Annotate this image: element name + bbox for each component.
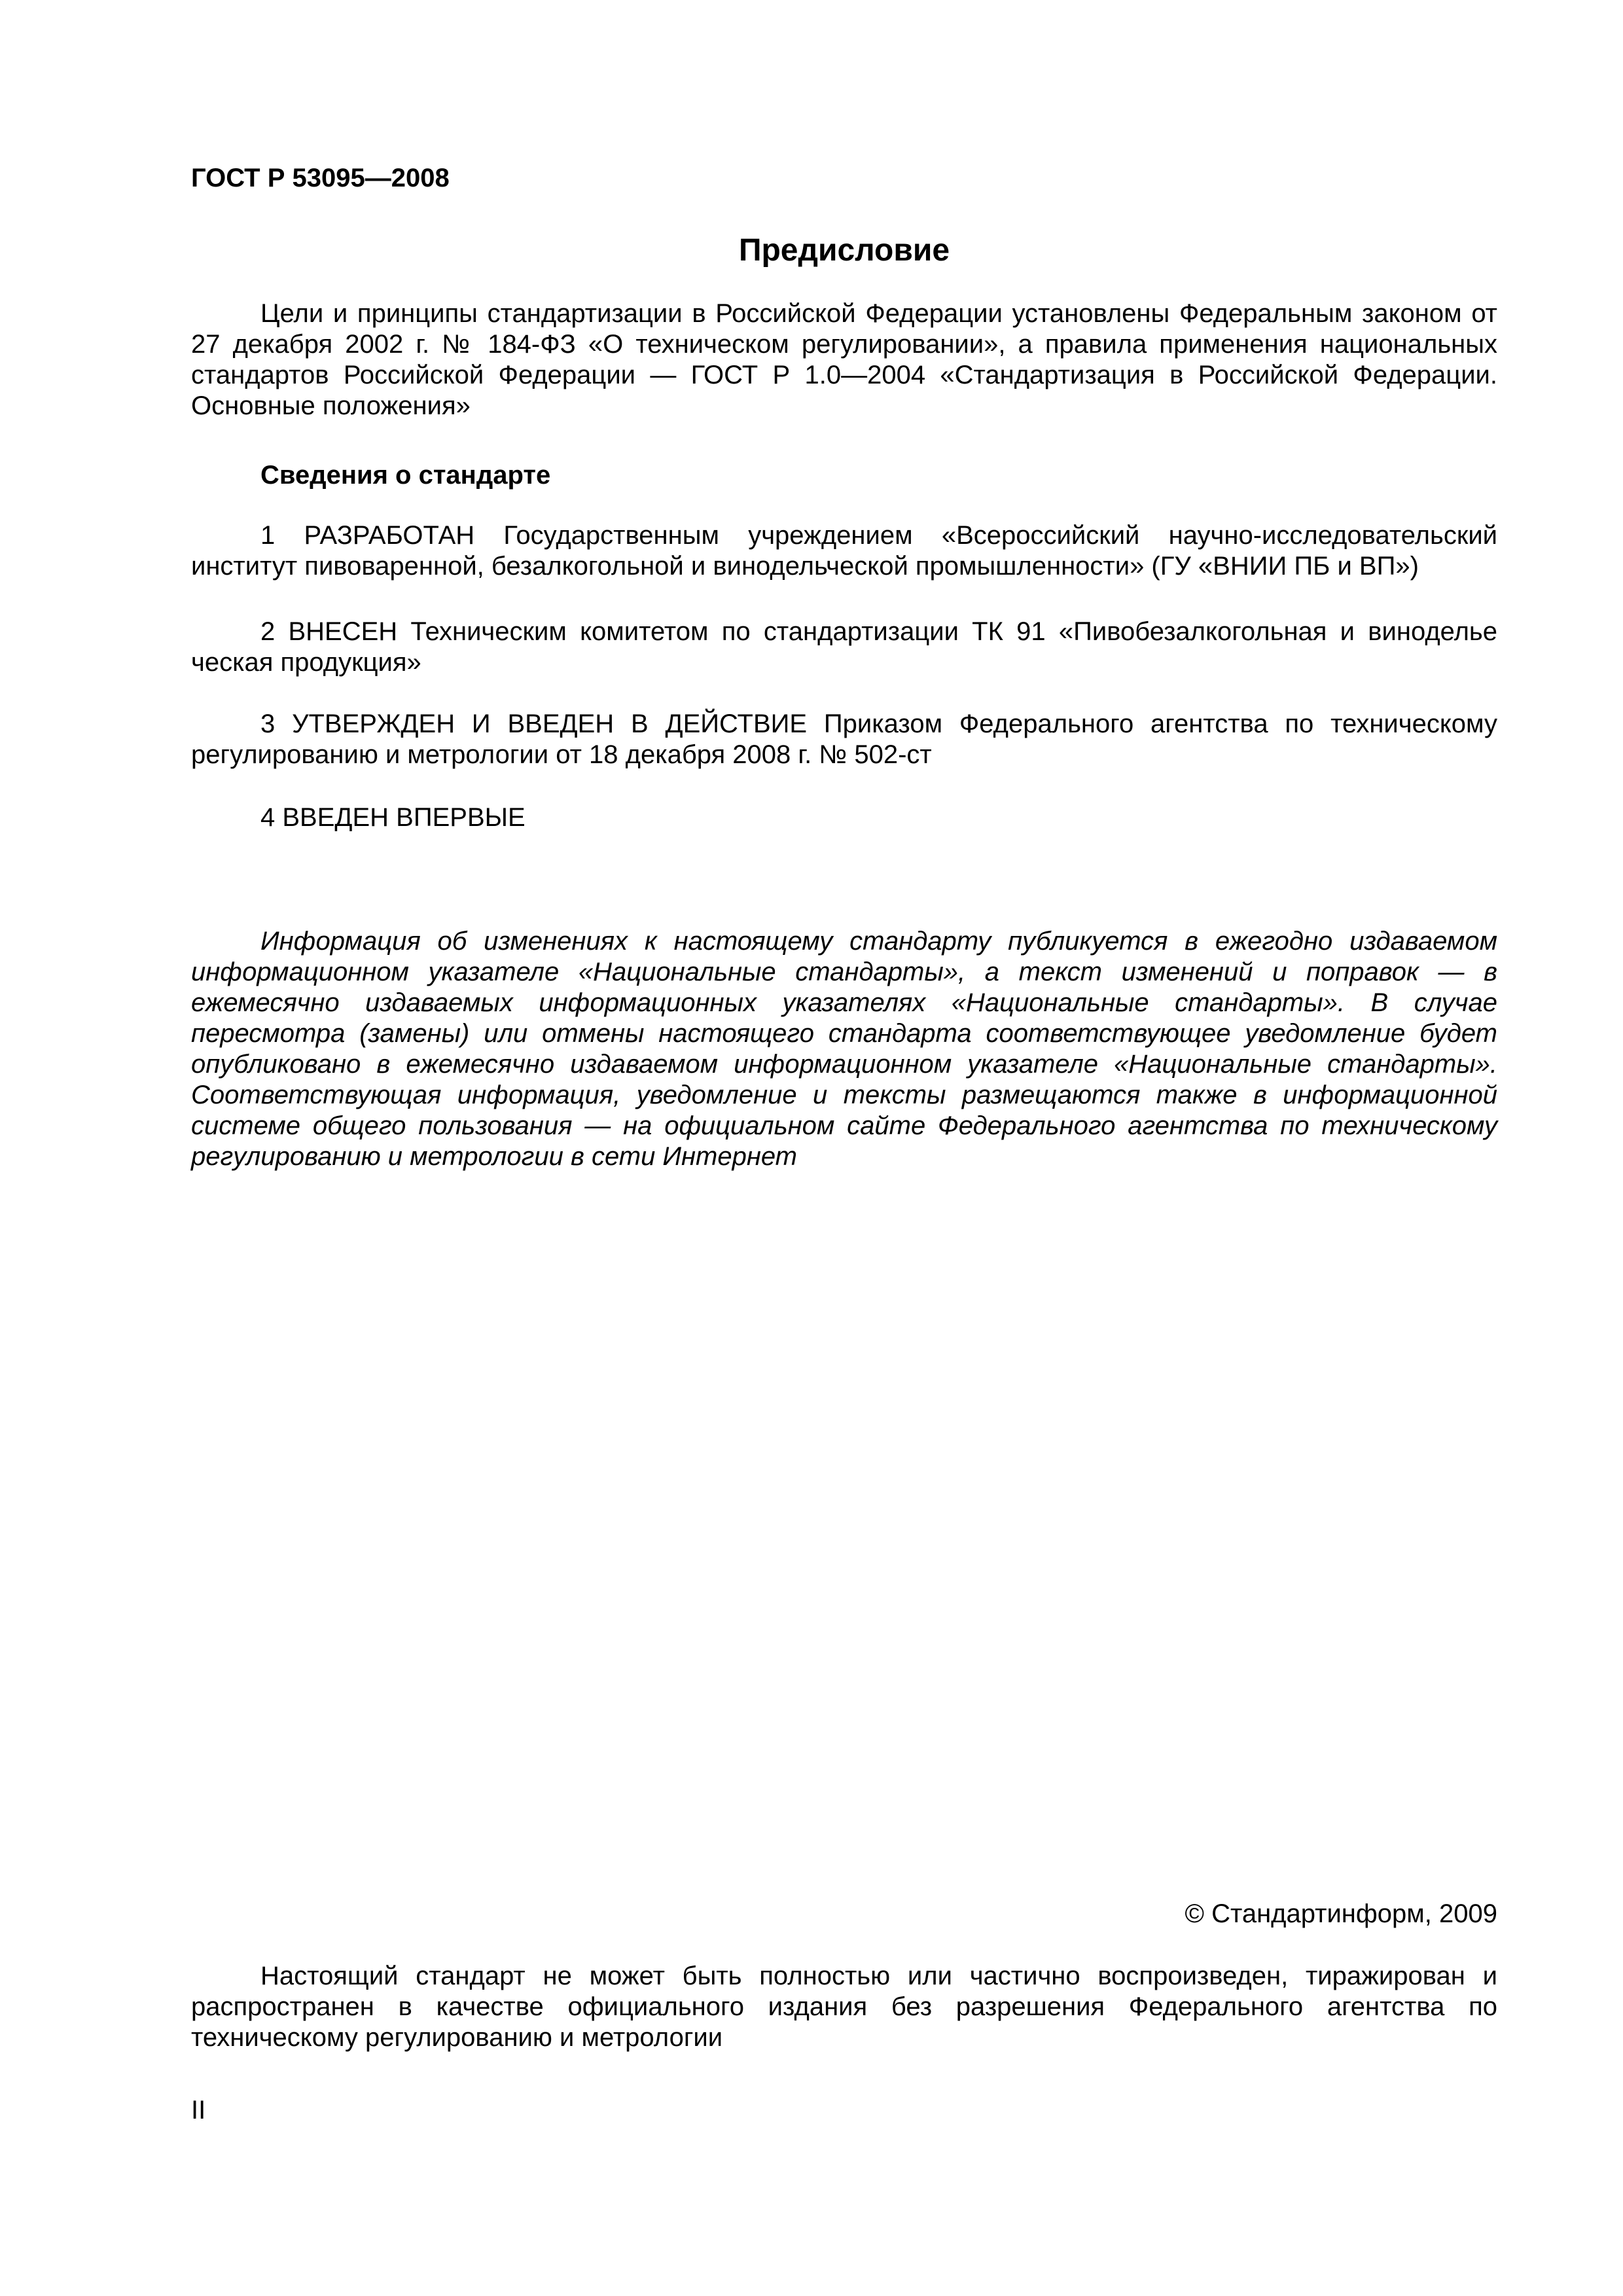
item-introduced-first: 4 ВВЕДЕН ВПЕРВЫЕ bbox=[260, 803, 526, 832]
preface-intro-paragraph: Цели и принципы стандартизации в Российской Федерации установлены Федеральным законом от 27 декабря 2002 г. № 184-ФЗ «О техническом регулировании», а правила применения национальных стандартов Российской Федерации — ГОСТ Р 1.0—2004 «Стандартизация в Российской Федерации. Основные положения» bbox=[191, 299, 1497, 420]
page-number: II bbox=[191, 2096, 206, 2125]
item-developed: 1 РАЗРАБОТАН Государственным учреждением «Всероссийский научно-исследовательский институт пивоваренной, безалкогольной и винодельческой промышленности» (ГУ «ВНИИ ПБ и ВП») bbox=[191, 521, 1497, 581]
changes-notice-paragraph: Информация об изменениях к настоящему стандарту публикуется в ежегодно издаваемом информационном указателе «Национальные стандарты», а текст изменений и поправок — в ежемесячно издаваемых информационных указателях «Национальные стандарты». В случае пересмотра (замены) или отмены настоящего стандарта соответствующее уведомление будет опубликовано в ежемесячно издаваемом информационном указателе «Национальные стандарты». Соответствующая информация, уведомление и тексты размещаются также в информационной системе общего пользования — на официальном сайте Федерального агентства по техническому регулированию и метрологии в сети Интернет bbox=[191, 927, 1497, 1171]
item-approved: 3 УТВЕРЖДЕН И ВВЕДЕН В ДЕЙСТВИЕ Приказом Федерального агентства по техническому регулированию и метрологии от 18 декабря 2008 г. № 502-ст bbox=[191, 709, 1497, 769]
copyright-notice: © Стандартинформ, 2009 bbox=[1185, 1899, 1497, 1928]
document-number: ГОСТ Р 53095—2008 bbox=[191, 164, 450, 192]
item-submitted: 2 ВНЕСЕН Техническим комитетом по стандартизации ТК 91 «Пивобезалкогольная и виноделье ческая продукция» bbox=[191, 617, 1497, 677]
preface-title: Предисловие bbox=[738, 233, 950, 268]
reproduction-notice-paragraph: Настоящий стандарт не может быть полностью или частично воспроизведен, тиражирован и распространен в качестве официального издания без разрешения Федерального агентства по техническому регулированию и метрологии bbox=[191, 1962, 1497, 2052]
standard-info-heading: Сведения о стандарте bbox=[260, 461, 551, 490]
